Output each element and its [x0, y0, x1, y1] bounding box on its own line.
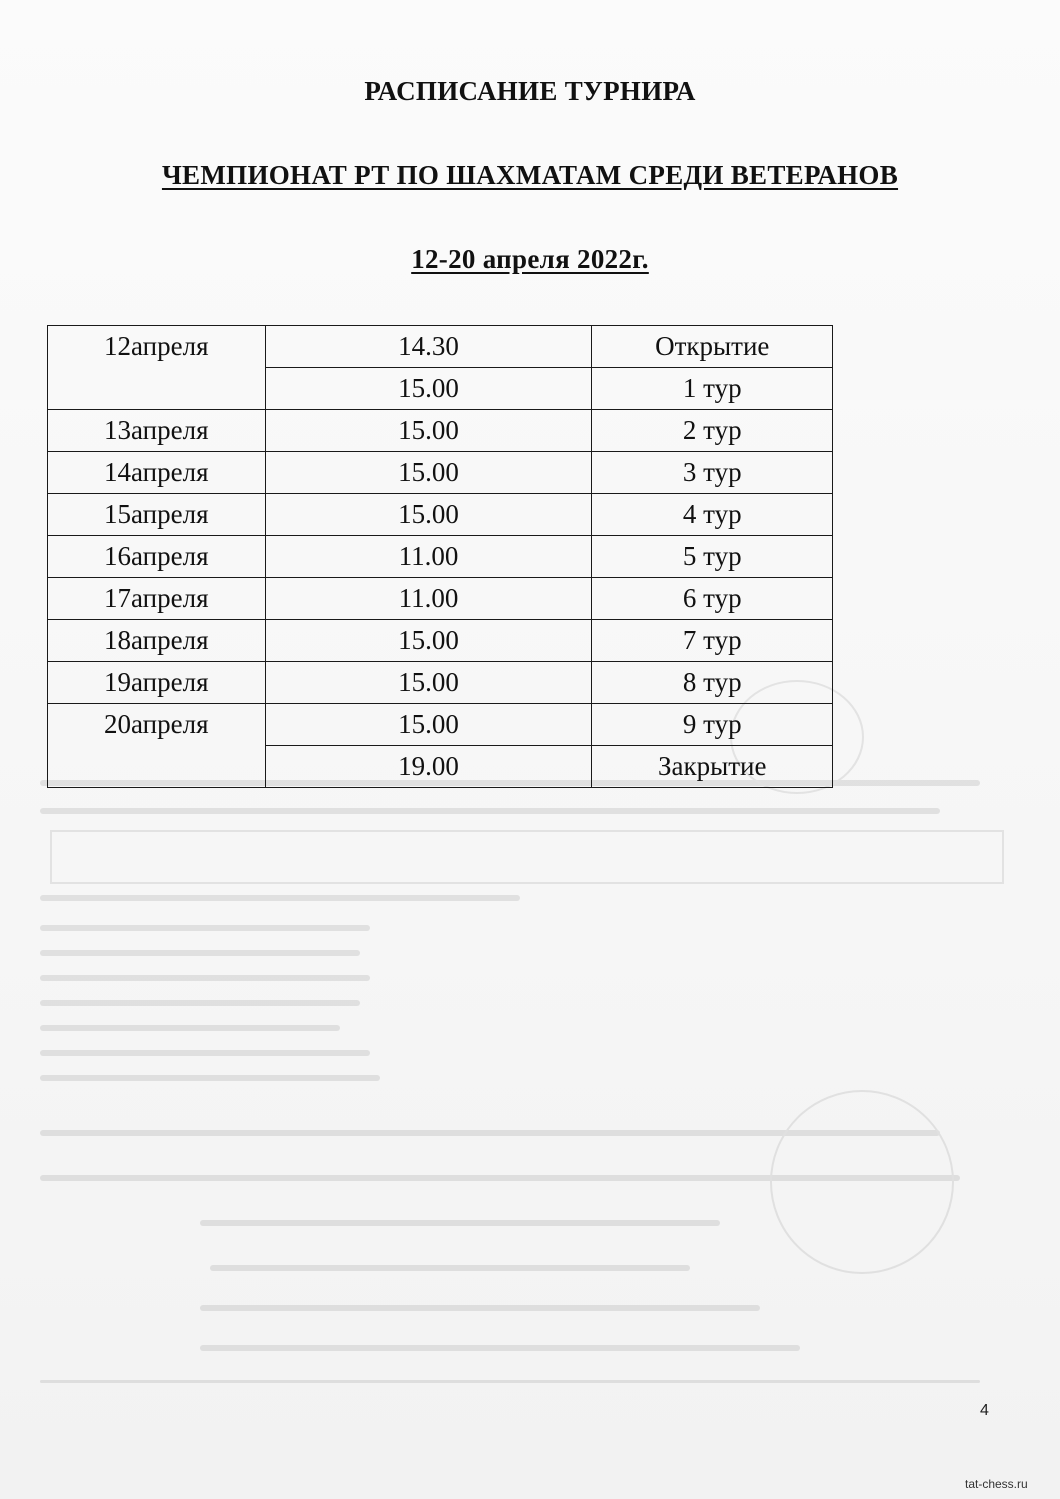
- date-cell: 19апреля: [48, 662, 266, 704]
- time-cell: 19.00: [265, 746, 592, 788]
- page-number: 4: [980, 1402, 989, 1419]
- table-row: [48, 410, 833, 452]
- time-cell: 15.00: [265, 494, 592, 536]
- table-row: [48, 326, 833, 368]
- time-cell: 14.30: [265, 326, 592, 368]
- schedule-title: РАСПИСАНИЕ ТУРНИРА: [364, 76, 696, 106]
- event-cell: 5 тур: [592, 536, 833, 578]
- time-cell: 15.00: [265, 704, 592, 746]
- date-cell: 20апреля: [48, 704, 266, 746]
- event-cell: 7 тур: [592, 620, 833, 662]
- event-dates: 12-20 апреля 2022г.: [411, 244, 649, 274]
- event-cell: Открытие: [592, 326, 833, 368]
- table-row: [48, 746, 833, 788]
- date-cell: 14апреля: [48, 452, 266, 494]
- time-cell: 15.00: [265, 452, 592, 494]
- time-cell: 11.00: [265, 536, 592, 578]
- date-cell: 17апреля: [48, 578, 266, 620]
- date-cell: 18апреля: [48, 620, 266, 662]
- time-cell: 11.00: [265, 578, 592, 620]
- event-cell: Закрытие: [592, 746, 833, 788]
- table-row: [48, 452, 833, 494]
- table-row: [48, 578, 833, 620]
- date-cell: 12апреля: [48, 326, 266, 368]
- time-cell: 15.00: [265, 410, 592, 452]
- event-name: ЧЕМПИОНАТ РТ ПО ШАХМАТАМ СРЕДИ ВЕТЕРАНОВ: [161, 160, 899, 190]
- event-cell: 2 тур: [592, 410, 833, 452]
- reverse-side-bleed-through: [40, 760, 1020, 1440]
- table-row: [48, 704, 833, 746]
- time-cell: 15.00: [265, 368, 592, 410]
- event-cell: 4 тур: [592, 494, 833, 536]
- event-cell: 8 тур: [592, 662, 833, 704]
- date-cell: 13апреля: [48, 410, 266, 452]
- table-row: [48, 494, 833, 536]
- date-cell: [48, 746, 266, 788]
- time-cell: 15.00: [265, 620, 592, 662]
- table-row: [48, 368, 833, 410]
- time-cell: 15.00: [265, 662, 592, 704]
- event-cell: 3 тур: [592, 452, 833, 494]
- event-cell: 9 тур: [592, 704, 833, 746]
- table-row: [48, 662, 833, 704]
- schedule-table: [47, 325, 833, 788]
- event-cell: 1 тур: [592, 368, 833, 410]
- table-row: [48, 620, 833, 662]
- date-cell: 16апреля: [48, 536, 266, 578]
- event-cell: 6 тур: [592, 578, 833, 620]
- table-row: [48, 536, 833, 578]
- date-cell: 15апреля: [48, 494, 266, 536]
- date-cell: [48, 368, 266, 410]
- site-watermark: tat-chess.ru: [965, 1477, 1028, 1491]
